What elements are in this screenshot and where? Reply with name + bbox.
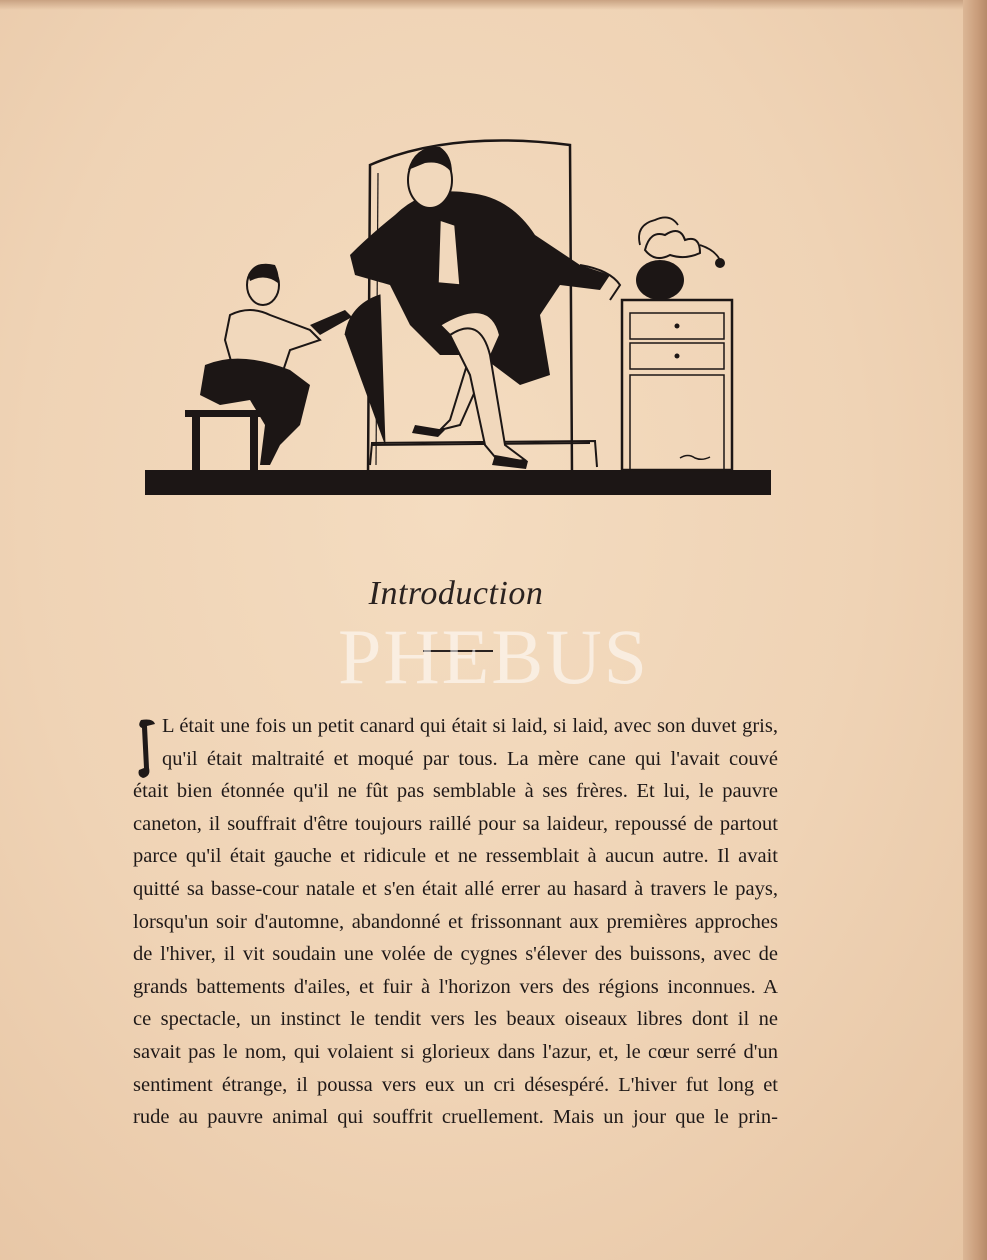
chapter-title: Introduction (368, 575, 544, 612)
text-line: lorsqu'un soir d'automne, abandonné et frissonnant aux premières approches (133, 910, 778, 933)
text-line: était bien étonnée qu'il ne fût pas semblable à ses frères. Et lui, le pauvre (133, 780, 778, 803)
text-line: quitté sa basse-cour natale et s'en était allé errer au hasard à travers le pays, (133, 877, 778, 900)
text-line: caneton, il souffrait d'être toujours raillé pour sa laideur, repoussé de partout (133, 812, 778, 835)
text-line: de l'hiver, il vit soudain une volée de cygnes s'élever des buissons, avec de (133, 943, 778, 966)
introduction-paragraph (133, 710, 778, 1134)
floor-bar (145, 470, 771, 495)
text-line: ce spectacle, un instinct le tendit vers les beaux oiseaux libres dont il ne (133, 1008, 778, 1031)
text-line: L était une fois un petit canard qui était si laid, si laid, avec son duvet gris, (162, 715, 778, 737)
text-line: rude au pauvre animal qui souffrit cruellement. Mais un jour que le prin- (133, 1106, 778, 1129)
text-line: sentiment étrange, il poussa vers eux un cri désespéré. L'hiver fut long et (133, 1073, 778, 1096)
text-line: qu'il était maltraité et moqué par tous. La mère cane qui l'avait couvé (162, 747, 778, 770)
text-line: grands battements d'ailes, et fuir à l'horizon vers des régions inconnues. A (133, 975, 778, 998)
page-top-shadow (0, 0, 987, 10)
side-table (622, 300, 732, 470)
title-rule (423, 650, 493, 652)
watermark: PHEBUS (337, 613, 650, 700)
page-edge (963, 0, 987, 1260)
text-line: savait pas le nom, qui volaient si glorieux dans l'azur, et, le cœur serré d'un (133, 1040, 778, 1063)
storytelling-illustration (140, 125, 775, 500)
flower-vase (636, 217, 725, 300)
text-line: parce qu'il était gauche et ridicule et ne ressemblait à aucun autre. Il avait (133, 845, 778, 868)
stool (185, 410, 265, 470)
